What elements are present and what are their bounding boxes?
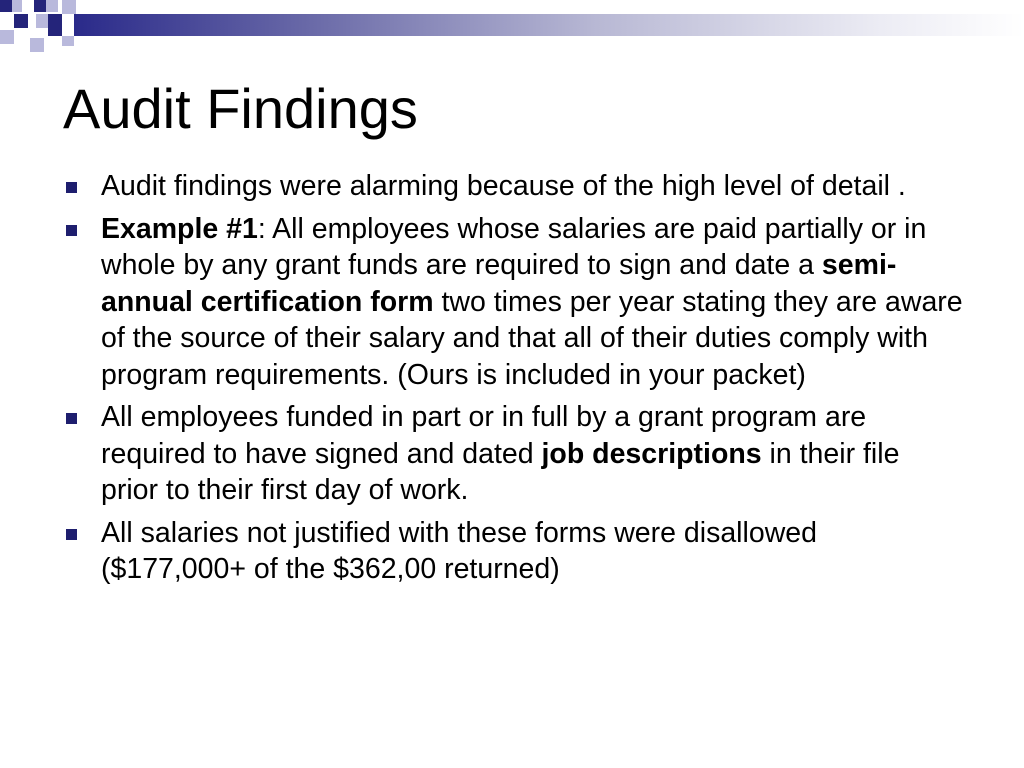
square-bullet-icon xyxy=(66,225,77,236)
slide-title: Audit Findings xyxy=(63,77,418,140)
bullet-text: : All employees whose salaries are paid partially or in whole by any grant funds are required to sign and date a xyxy=(101,212,927,281)
bullet-text: in their file prior to their first day of work. xyxy=(101,437,900,506)
bullet-text: Audit findings were alarming because of the high level of detail . xyxy=(101,170,906,202)
header-gradient-band xyxy=(74,14,1024,36)
bullet-item xyxy=(64,399,964,509)
decor-square xyxy=(14,14,28,28)
bullet-item xyxy=(64,211,964,394)
bullet-text: All employees funded in part or in full by a grant program are required to have signed and dated xyxy=(101,401,867,470)
bullet-item xyxy=(64,168,964,205)
decor-square xyxy=(36,14,48,28)
decor-square xyxy=(46,0,58,12)
bullet-item xyxy=(64,515,964,588)
bullet-list xyxy=(64,168,964,594)
decor-square xyxy=(22,0,34,12)
header-decoration xyxy=(0,0,1024,60)
decor-square xyxy=(12,0,22,12)
decor-square xyxy=(30,38,44,52)
decor-square xyxy=(0,30,14,44)
decor-square xyxy=(62,36,74,46)
square-bullet-icon xyxy=(66,529,77,540)
bullet-text-bold: Example #1 xyxy=(101,212,258,245)
decor-square xyxy=(62,0,76,14)
bullet-text: two times per year stating they are aware of the source of their salary and that all of their duties comply with program requirements. (Ours is included in your packet) xyxy=(101,285,963,391)
square-bullet-icon xyxy=(66,413,77,424)
bullet-text-bold: job descriptions xyxy=(541,437,762,470)
decor-square xyxy=(0,0,12,12)
bullet-text: All salaries not justified with these forms were disallowed ($177,000+ of the $362,00 returned) xyxy=(101,516,817,585)
decor-square xyxy=(48,14,62,36)
square-bullet-icon xyxy=(66,182,77,193)
bullet-text-bold: semi-annual certification form xyxy=(101,249,897,318)
decor-square xyxy=(34,0,46,12)
